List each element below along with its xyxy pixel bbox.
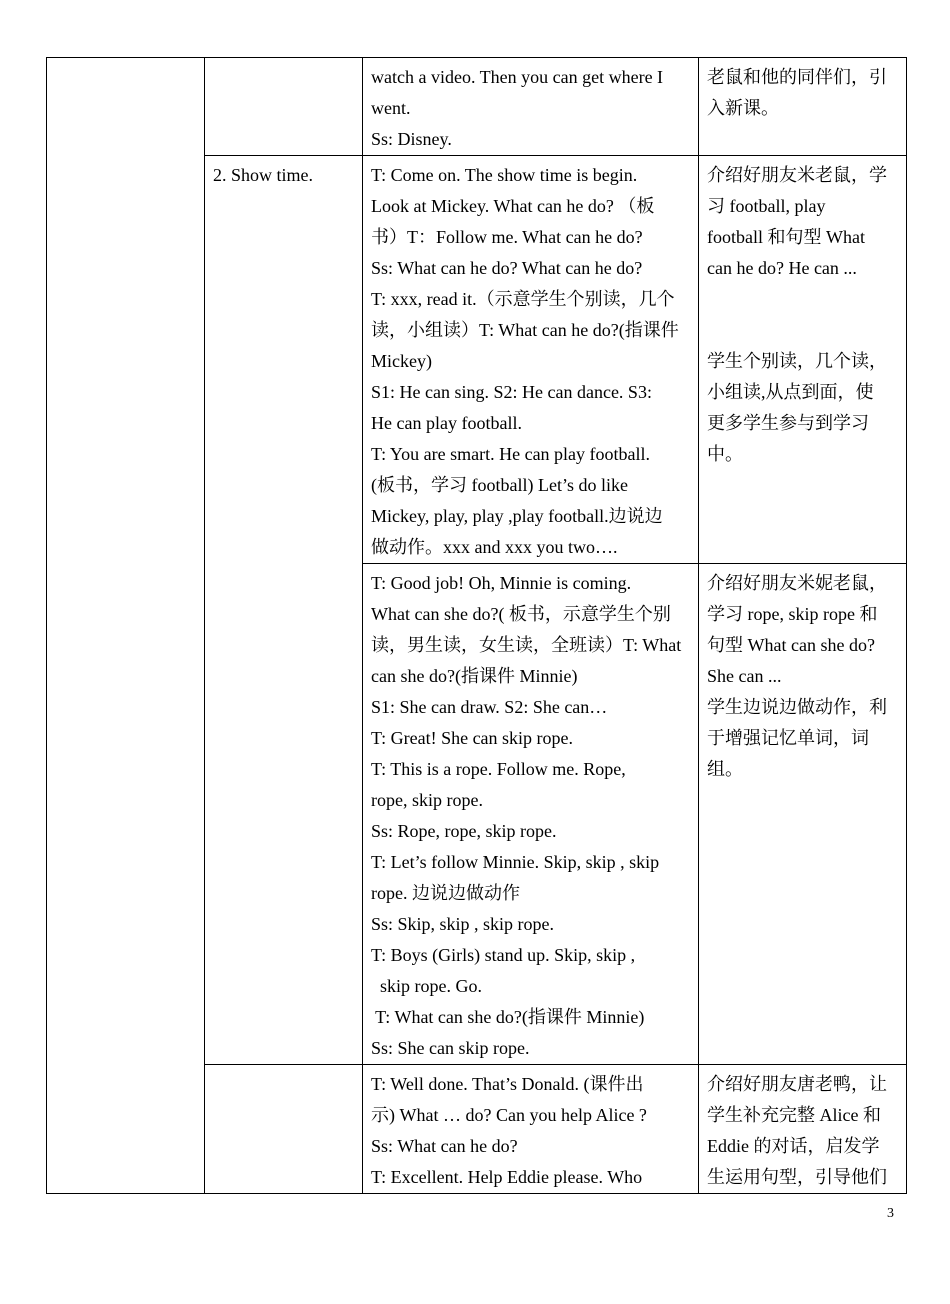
page-number: 3 <box>887 1206 894 1221</box>
text-line: can she do?(指课件 Minnie) <box>371 666 578 686</box>
text-line: 做动作。xxx and xxx you two…. <box>371 537 618 557</box>
text-line: 小组读,从点到面，使 <box>707 382 874 402</box>
text-line: skip rope. Go. <box>371 976 482 996</box>
text-line: 学生个别读，几个读， <box>707 351 887 371</box>
text-line: 介绍好朋友米妮老鼠， <box>707 573 887 593</box>
purpose-cell <box>699 564 907 1065</box>
text-line: Mickey, play, play ,play football.边说边 <box>371 506 663 526</box>
text-line: Ss: She can skip rope. <box>371 1038 530 1058</box>
text-line: Ss: What can he do? What can he do? <box>371 258 643 278</box>
text-line: 于增强记忆单词，词 <box>707 728 869 748</box>
text-line: 更多学生参与到学习 <box>707 413 869 433</box>
text-line: 习 football, play <box>707 196 826 216</box>
table-row <box>47 58 907 156</box>
spacer <box>707 284 898 315</box>
text-line: T: Great! She can skip rope. <box>371 728 574 748</box>
text-line: T: You are smart. He can play football. <box>371 444 651 464</box>
text-line: She can ... <box>707 666 782 686</box>
text-line: S1: He can sing. S2: He can dance. S3: <box>371 382 652 402</box>
text-line: Ss: Disney. <box>371 129 452 149</box>
stage-cell <box>47 58 205 1194</box>
text-line: Mickey) <box>371 351 432 371</box>
text-line: Ss: Rope, rope, skip rope. <box>371 821 557 841</box>
text-line: rope. 边说边做动作 <box>371 883 520 903</box>
text-line: 书）T：Follow me. What can he do? <box>371 227 643 247</box>
text-line: Look at Mickey. What can he do? （板 <box>371 196 655 216</box>
step-cell <box>205 58 363 156</box>
text-line: 入新课。 <box>707 98 779 118</box>
text-line: rope, skip rope. <box>371 790 483 810</box>
text-line: T: Excellent. Help Eddie please. Who <box>371 1167 643 1187</box>
purpose-cell <box>699 156 907 564</box>
text-line: football 和句型 What <box>707 227 865 247</box>
text-line: T: Let’s follow Minnie. Skip, skip , skip <box>371 852 660 872</box>
text-line: 学生补充完整 Alice 和 <box>707 1105 881 1125</box>
content-cell <box>363 564 699 1065</box>
spacer <box>707 315 898 346</box>
step-label: 2. Show time. <box>213 165 314 185</box>
text-line: S1: She can draw. S2: She can… <box>371 697 608 717</box>
text-line: 生运用句型，引导他们 <box>707 1167 887 1187</box>
text-line: 句型 What can she do? <box>707 635 875 655</box>
text-line: 读，男生读，女生读，全班读）T: What <box>371 635 682 655</box>
text-line: (板书，学习 football) Let’s do like <box>371 475 628 495</box>
text-line: 中。 <box>707 444 743 464</box>
text-line: went. <box>371 98 411 118</box>
text-line: T: Boys (Girls) stand up. Skip, skip , <box>371 945 636 965</box>
step-cell <box>205 1065 363 1194</box>
text-line: 读，小组读）T: What can he do?(指课件 <box>371 320 679 340</box>
purpose-cell <box>699 1065 907 1194</box>
text-line: 老鼠和他的同伴们，引 <box>707 67 887 87</box>
purpose-cell <box>699 58 907 156</box>
content-cell <box>363 58 699 156</box>
text-line: 学习 rope, skip rope 和 <box>707 604 878 624</box>
text-line: watch a video. Then you can get where I <box>371 67 664 87</box>
text-line: 介绍好朋友米老鼠，学 <box>707 165 887 185</box>
text-line: Ss: Skip, skip , skip rope. <box>371 914 555 934</box>
text-line: Ss: What can he do? <box>371 1136 518 1156</box>
text-line: 组。 <box>707 759 743 779</box>
text-line: 学生边说边做动作，利 <box>707 697 887 717</box>
content-cell <box>363 1065 699 1194</box>
text-line: What can she do?( 板书，示意学生个别 <box>371 604 671 624</box>
text-line: 介绍好朋友唐老鸭，让 <box>707 1074 887 1094</box>
text-line: T: Well done. That’s Donald. (课件出 <box>371 1074 644 1094</box>
step-cell <box>205 156 363 1065</box>
text-line: 示) What … do? Can you help Alice ? <box>371 1105 647 1125</box>
text-line: T: This is a rope. Follow me. Rope, <box>371 759 626 779</box>
text-line: can he do? He can ... <box>707 258 857 278</box>
text-line: T: What can she do?(指课件 Minnie) <box>371 1007 645 1027</box>
text-line: T: Come on. The show time is begin. <box>371 165 638 185</box>
lesson-plan-table <box>46 57 907 1194</box>
text-line: He can play football. <box>371 413 522 433</box>
text-line: Eddie 的对话，启发学 <box>707 1136 880 1156</box>
content-cell <box>363 156 699 564</box>
text-line: T: Good job! Oh, Minnie is coming. <box>371 573 632 593</box>
text-line: T: xxx, read it.（示意学生个别读，几个 <box>371 289 675 309</box>
